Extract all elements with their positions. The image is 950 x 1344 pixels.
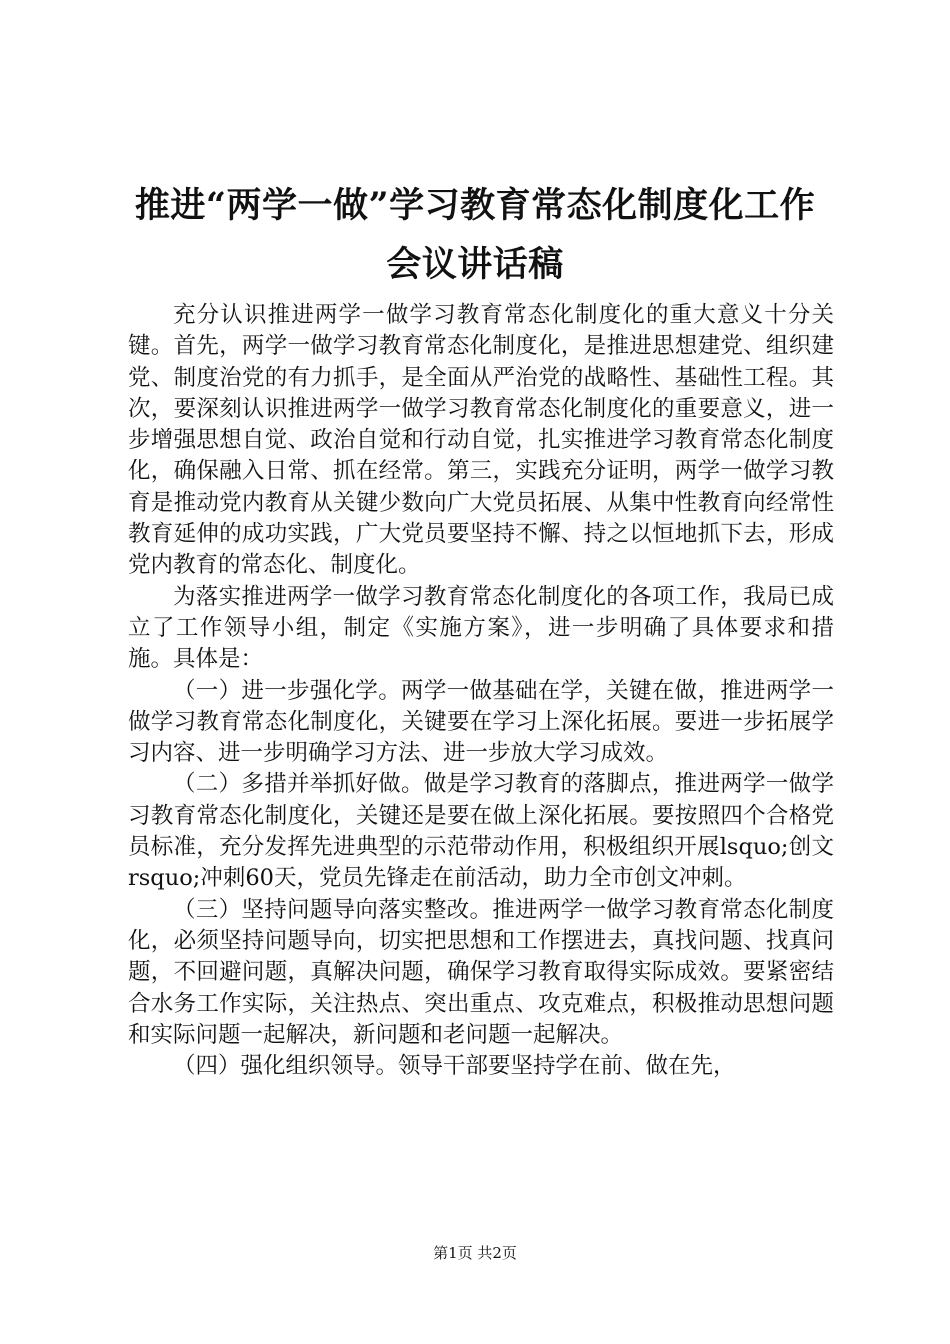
document-body [128, 300, 834, 1082]
document-title-line-2: 会议讲话稿 [386, 244, 564, 285]
paragraph-implementation: 为落实推进两学一做学习教育常态化制度化的各项工作，我局已成立了工作领导小组，制定《实施方案》，进一步明确了具体要求和措施。具体是： [128, 583, 834, 673]
paragraph-item-4: （四）强化组织领导。领导干部要坚持学在前、做在先， [173, 1053, 736, 1080]
page-number-footer: 第1页 共2页 [433, 1244, 517, 1262]
document-title-line-1: 推进“两学一做”学习教育常态化制度化工作 [134, 185, 816, 226]
paragraph-significance: 充分认识推进两学一做学习教育常态化制度化的重大意义十分关键。首先，两学一做学习教育常态化制度化，是推进思想建党、组织建党、制度治党的有力抓手，是全面从严治党的战略性、基础性工程。其次，要深刻认识推进两学一做学习教育常态化制度化的重要意义，进一步增强思想自觉、政治自觉和行动自觉，扎实推进学习教育常态化制度化，确保融入日常、抓在经常。第三，实践充分证明，两学一做学习教育是推动党内教育从关键少数向广大党员拓展、从集中性教育向经常性教育延伸的成功实践，广大党员要坚持不懈、持之以恒地抓下去，形成党内教育的常态化、制度化。 [128, 302, 834, 579]
paragraph-item-3: （三）坚持问题导向落实整改。推进两学一做学习教育常态化制度化，必须坚持问题导向，切实把思想和工作摆进去，真找问题、找真问题，不回避问题，真解决问题，确保学习教育取得实际成效。要紧密结合水务工作实际，关注热点、突出重点、攻克难点，积极推动思想问题和实际问题一起解决，新问题和老问题一起解决。 [128, 896, 834, 1048]
paragraph-item-2: （二）多措并举抓好做。做是学习教育的落脚点，推进两学一做学习教育常态化制度化，关键还是要在做上深化拓展。要按照四个合格党员标准，充分发挥先进典型的示范带动作用，积极组织开展lsquo;创文rsquo;冲刺60天，党员先锋走在前活动，助力全市创文冲刺。 [128, 771, 834, 892]
paragraph-item-1: （一）进一步强化学。两学一做基础在学，关键在做，推进两学一做学习教育常态化制度化，关键要在学习上深化拓展。要进一步拓展学习内容、进一步明确学习方法、进一步放大学习成效。 [128, 677, 834, 767]
